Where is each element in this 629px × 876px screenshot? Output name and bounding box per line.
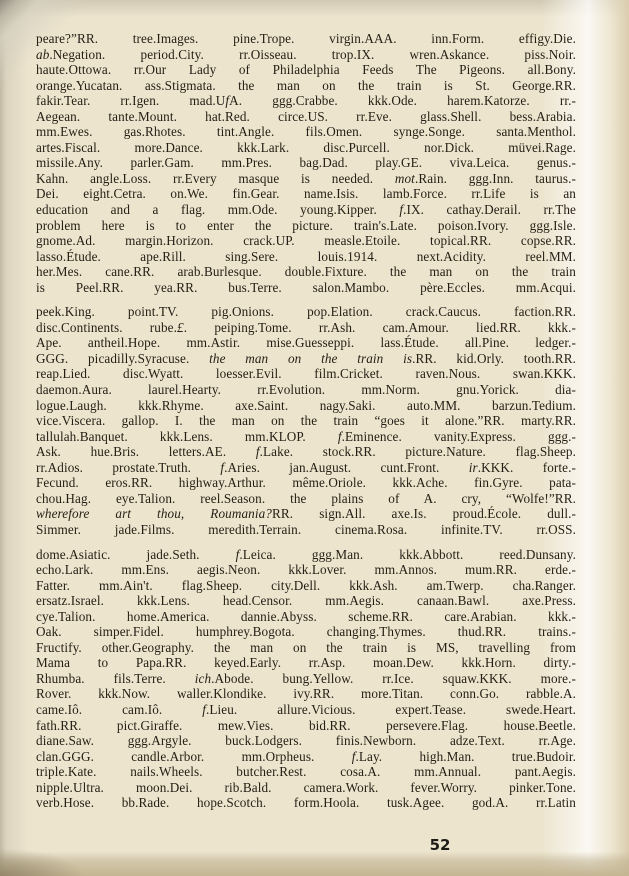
text-segment: gnome.Ad. margin.Horizon. crack.UP. measle.Etoile. topical.RR. copse.RR. [36,233,576,249]
text-segment: lasso.Étude. ape.Rill. sing.Sere. louis.1914. next.Acidity. reel.MM. [36,248,576,264]
text-line [36,62,576,78]
text-line [36,249,576,265]
italic-text-segment: f [337,428,342,444]
text-segment: Fatter. mm.Ain't. flag.Sheep. city.Dell. kkk.Ash. am.Twerp. cha.Ranger. [36,577,576,593]
italic-text-segment: £ [177,319,184,335]
text-line [36,413,576,429]
text-segment: Oak. simper.Fidel. humphrey.Bogota. changing.Thymes. thud.RR. trains.- [36,624,576,640]
text-segment: nipple.Ultra. moon.Dei. rib.Bald. camera.Work. fever.Worry. pinker.Tone. [36,779,576,795]
text-line [36,280,576,296]
text-line [36,47,576,63]
text-segment: dome.Asiatic. jade.Seth. [36,546,236,562]
text-segment: .Lay. high.Man. true.Budoir. [355,748,576,764]
text-segment: disc.Continents. rube. [36,319,178,335]
paragraph [36,31,576,295]
text-segment: tallulah.Banquet. kkk.Lens. mm.KLOP. [36,428,338,444]
text-line [36,304,576,320]
text-segment: .KKK. forte.- [477,459,576,475]
text-segment: education and a flag. mm.Ode. young.Kipper. [36,202,400,218]
text-segment: Fructify. other.Geography. the man on the train is MS, travelling from [36,639,576,655]
text-line [36,702,576,718]
text-segment: peek.King. point.TV. pig.Onions. pop.Elation. crack.Caucus. faction.RR. [36,304,576,320]
text-line [36,382,576,398]
text-line [36,124,576,140]
text-segment: diane.Saw. ggg.Argyle. buck.Lodgers. finis.Newborn. adze.Text. rr.Age. [36,733,576,749]
text-line [36,593,576,609]
text-segment: .IX. cathay.Derail. rr.The [403,202,577,218]
text-line [36,491,576,507]
text-segment: orange.Yucatan. ass.Stigmata. the man on the train is St. George.RR. [36,77,576,93]
text-segment: ersatz.Israel. kkk.Lens. head.Censor. mm.Aegis. canaan.Bawl. axe.Press. [36,593,576,609]
text-segment: Dei. eight.Cetra. on.We. fin.Gear. name.Isis. lamb.Force. rr.Life is an [36,186,576,202]
text-line [36,429,576,445]
text-segment: her.Mes. cane.RR. arab.Burlesque. double.Fixture. the man on the train [36,264,576,280]
text-line [36,460,576,476]
text-segment: fakir.Tear. rr.Igen. mad.U [36,93,226,109]
italic-text-segment: the man on the train is [209,350,413,366]
text-segment: artes.Fiscal. more.Dance. kkk.Lark. disc.Purcell. nor.Dick. müvei.Rage. [36,139,576,155]
text-segment: logue.Laugh. kkk.Rhyme. axe.Saint. nagy.Saki. auto.MM. barzun.Tedium. [36,397,576,413]
italic-text-segment: f [255,444,260,460]
text-line [36,764,576,780]
text-segment: cye.Talion. home.America. dannie.Abyss. scheme.RR. care.Arabian. kkk.- [36,608,576,624]
text-segment: triple.Kate. nails.Wheels. butcher.Rest. cosa.A. mm.Annual. pant.Aegis. [36,764,576,780]
italic-text-segment: ir [468,459,478,475]
text-line [36,186,576,202]
text-line [36,609,576,625]
text-line [36,31,576,47]
italic-text-segment: ich [194,670,212,686]
text-line [36,686,576,702]
text-segment: .RR. kid.Orly. tooth.RR. [412,350,576,366]
text-line [36,366,576,382]
text-line [36,155,576,171]
text-segment: .Leica. ggg.Man. kkk.Abbott. reed.Dunsany. [239,546,576,562]
text-line [36,93,576,109]
text-segment: .Negation. period.City. rr.Oisseau. trop.IX. wren.Askance. piss.Noir. [49,46,576,62]
text-line [36,78,576,94]
text-segment: Kahn. angle.Loss. rr.Every masque is needed. [36,170,395,186]
text-segment: mm.Ewes. gas.Rhotes. tint.Angle. fils.Omen. synge.Songe. santa.Menthol. [36,124,576,140]
text-segment: vice.Viscera. gallop. I. the man on the train “goes it alone.”RR. marty.RR. [36,413,576,429]
text-segment: .Lieu. allure.Vicious. expert.Tease. swede.Heart. [205,701,577,717]
text-line [36,624,576,640]
text-line [36,335,576,351]
text-segment: chou.Hag. eye.Talion. reel.Season. the plains of A. cry, “Wolfe!”RR. [36,490,576,506]
text-line [36,640,576,656]
text-line [36,109,576,125]
text-line [36,780,576,796]
paragraph [36,547,576,811]
text-line [36,506,576,522]
text-line [36,578,576,594]
text-block [36,31,576,811]
text-segment: is Peel.RR. yea.RR. bus.Terre. salon.Mambo. père.Eccles. mm.Acqui. [36,279,576,295]
text-line [36,264,576,280]
text-line [36,140,576,156]
text-segment: reap.Lied. disc.Wyatt. loesser.Evil. film.Cricket. raven.Nous. swan.KKK. [36,366,576,382]
text-line [36,547,576,563]
text-segment: Ask. hue.Bris. letters.AE. [36,444,256,460]
text-segment: .Lake. stock.RR. picture.Nature. flag.Sheep. [259,444,576,460]
text-line [36,218,576,234]
text-segment: daemon.Aura. laurel.Hearty. rr.Evolution. mm.Norm. gnu.Yorick. dia- [36,382,576,398]
text-line [36,733,576,749]
italic-text-segment: wherefore art thou, Roumania? [36,506,273,522]
text-line [36,202,576,218]
italic-text-segment: f [202,701,206,717]
text-segment: Rhumba. fils.Terre. [36,670,195,686]
text-line [36,233,576,249]
text-line [36,718,576,734]
italic-text-segment: f [399,202,404,218]
text-segment: problem here is to enter the picture. train's.Late. poison.Ivory. ggg.Isle. [36,217,576,233]
text-line [36,655,576,671]
text-line [36,398,576,414]
text-segment: RR. sign.All. axe.Is. proud.École. dull.- [272,506,576,522]
text-segment: peare?”RR. tree.Images. pine.Trope. virgin.AAA. inn.Form. effigy.Die. [36,31,576,46]
text-line [36,671,576,687]
italic-text-segment: mot [394,170,415,186]
italic-text-segment: f [225,93,230,109]
text-segment: .Aries. jan.August. cunt.Front. [224,459,469,475]
italic-text-segment: f [351,748,356,764]
paragraph [36,304,576,537]
italic-text-segment: ab [36,46,50,62]
text-line [36,522,576,538]
text-segment: Aegean. tante.Mount. hat.Red. circe.US. rr.Eve. glass.Shell. bess.Arabia. [36,108,576,124]
text-line [36,444,576,460]
italic-text-segment: f [220,459,225,475]
text-segment: . peiping.Tome. rr.Ash. cam.Amour. lied.RR. kkk.- [183,319,576,335]
text-segment: verb.Hose. bb.Rade. hope.Scotch. form.Hoola. tusk.Agee. god.A. rr.Latin [36,795,576,811]
text-segment: Rover. kkk.Now. waller.Klondike. ivy.RR. more.Titan. conn.Go. rabble.A. [36,686,576,702]
text-line [36,475,576,491]
text-line [36,171,576,187]
text-line [36,320,576,336]
text-segment: haute.Ottowa. rr.Our Lady of Philadelphia Feeds The Pigeons. all.Bony. [36,62,576,78]
text-segment: .Eminence. vanity.Express. ggg.- [341,428,576,444]
text-segment: .Rain. ggg.Inn. taurus.- [414,170,576,186]
text-segment: came.Iô. cam.Iô. [36,701,203,717]
text-segment: missile.Any. parler.Gam. mm.Pres. bag.Dad. play.GE. viva.Leica. genus.- [36,155,576,171]
text-line [36,795,576,811]
text-segment: Simmer. jade.Films. meredith.Terrain. cinema.Rosa. infinite.TV. rr.OSS. [36,521,576,537]
page-number: 52 [429,836,451,854]
text-segment: .Abode. bung.Yellow. rr.Ice. squaw.KKK. more.- [211,670,576,686]
text-segment: A. ggg.Crabbe. kkk.Ode. harem.Katorze. rr.- [229,93,576,109]
italic-text-segment: f [235,546,240,562]
text-segment: rr.Adios. prostate.Truth. [36,459,221,475]
text-segment: Mama to Papa.RR. keyed.Early. rr.Asp. moan.Dew. kkk.Horn. dirty.- [36,655,576,671]
text-segment: GGG. picadilly.Syracuse. [36,350,210,366]
text-segment: fath.RR. pict.Giraffe. mew.Vies. bid.RR. persevere.Flag. house.Beetle. [36,717,576,733]
text-line [36,562,576,578]
text-line [36,749,576,765]
text-segment: echo.Lark. mm.Ens. aegis.Neon. kkk.Lover. mm.Annos. mum.RR. erde.- [36,562,576,578]
text-segment: clan.GGG. candle.Arbor. mm.Orpheus. [36,748,352,764]
text-segment: Ape. antheil.Hope. mm.Astir. mise.Guesseppi. lass.Étude. all.Pine. ledger.- [36,335,576,351]
text-line [36,351,576,367]
text-segment: Fecund. eros.RR. highway.Arthur. même.Oriole. kkk.Ache. fin.Gyre. pata- [36,475,576,491]
